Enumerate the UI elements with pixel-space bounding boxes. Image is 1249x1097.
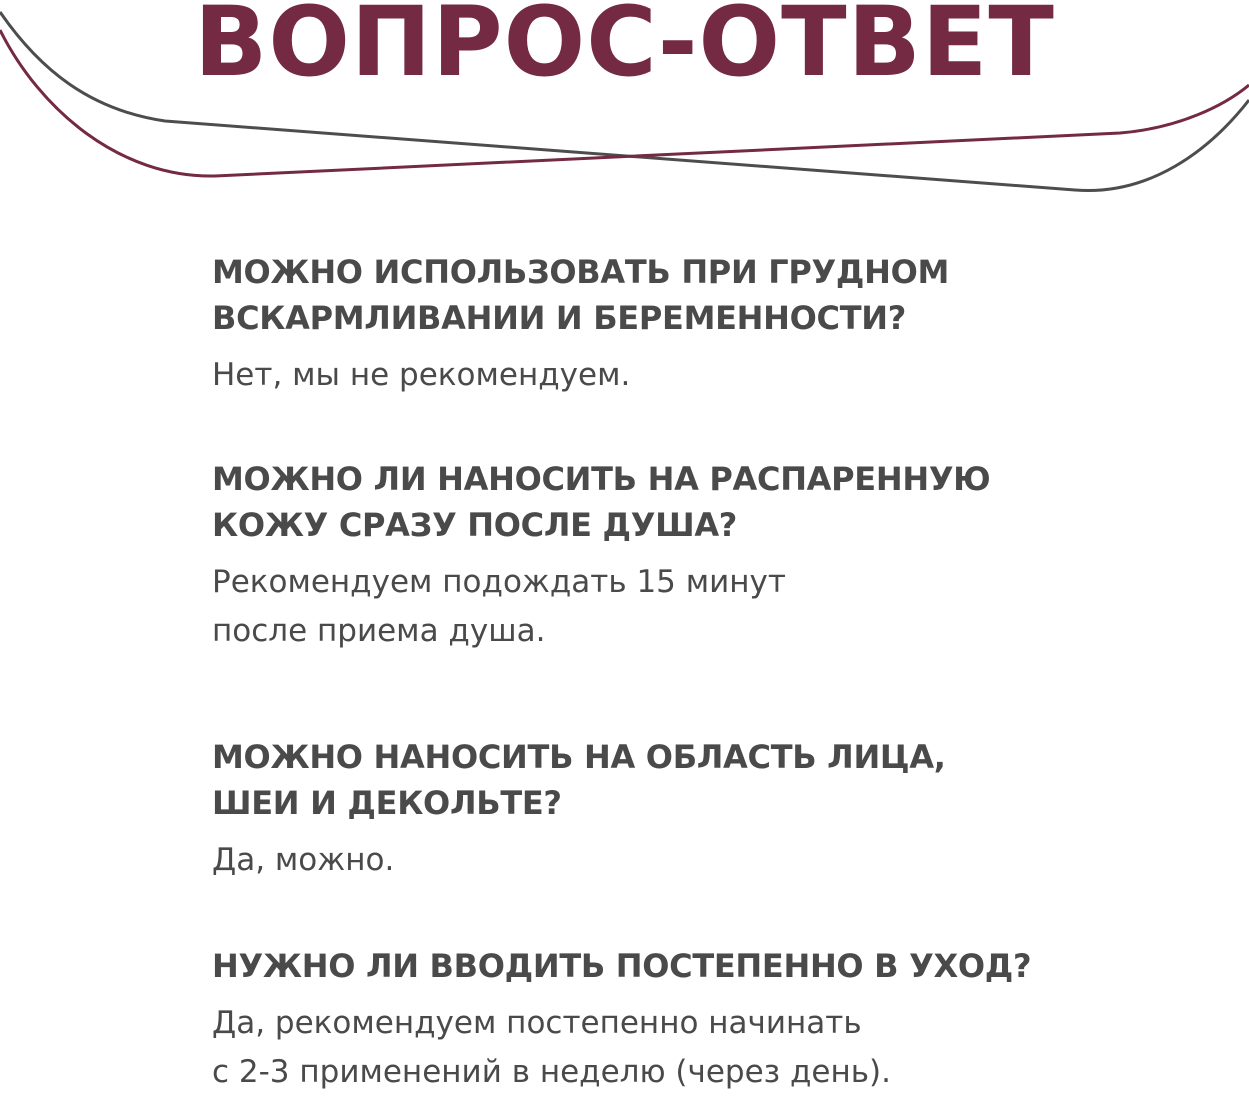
faq-answer (212, 351, 1212, 400)
faq-answer (212, 836, 1212, 885)
faq-answer-line: с 2-3 применений в неделю (через день). (212, 1054, 891, 1090)
faq-answer (212, 558, 1212, 656)
faq-question (212, 249, 1212, 341)
faq-item (212, 249, 1212, 400)
faq-answer-line: Нет, мы не рекомендуем. (212, 357, 631, 393)
faq-question (212, 734, 1212, 826)
faq-answer-line: Да, можно. (212, 842, 395, 878)
faq-question-line: ВСКАРМЛИВАНИИ И БЕРЕМЕННОСТИ? (212, 299, 907, 337)
page-title: ВОПРОС-ОТВЕТ (194, 0, 1055, 98)
faq-question-line: КОЖУ СРАЗУ ПОСЛЕ ДУША? (212, 506, 738, 544)
faq-question-line: МОЖНО ЛИ НАНОСИТЬ НА РАСПАРЕННУЮ (212, 460, 991, 498)
faq-question-line: ШЕИ И ДЕКОЛЬТЕ? (212, 784, 562, 822)
faq-answer-line: Да, рекомендуем постепенно начинать (212, 1005, 862, 1041)
faq-question-line: МОЖНО ИСПОЛЬЗОВАТЬ ПРИ ГРУДНОМ (212, 253, 950, 291)
faq-answer-line: после приема душа. (212, 613, 546, 649)
faq-answer-line: Рекомендуем подождать 15 минут (212, 564, 786, 600)
faq-list (212, 249, 1212, 1097)
faq-question (212, 456, 1212, 548)
faq-question-line: МОЖНО НАНОСИТЬ НА ОБЛАСТЬ ЛИЦА, (212, 738, 946, 776)
faq-item (212, 734, 1212, 885)
faq-question-line: НУЖНО ЛИ ВВОДИТЬ ПОСТЕПЕННО В УХОД? (212, 947, 1032, 985)
faq-answer (212, 999, 1212, 1097)
faq-item (212, 456, 1212, 656)
faq-item (212, 943, 1212, 1097)
faq-question (212, 943, 1212, 989)
